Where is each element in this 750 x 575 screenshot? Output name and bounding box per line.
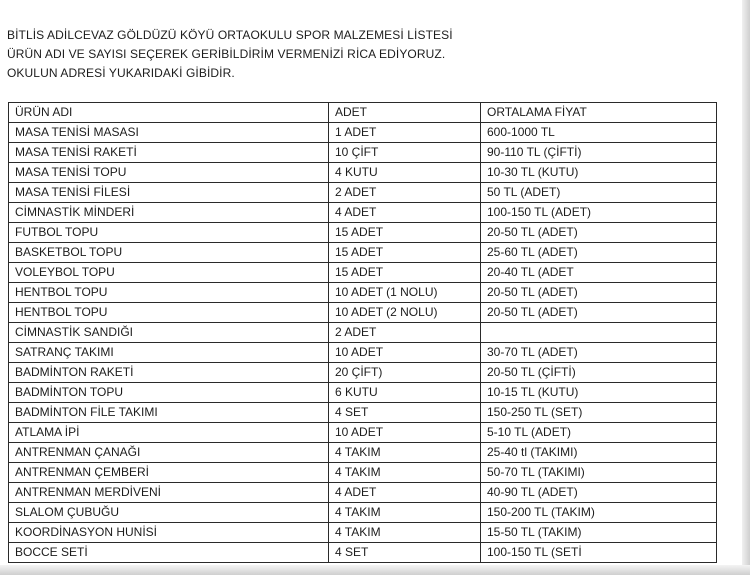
table-row [9,303,717,323]
product-cell: ANTRENMAN ÇANAĞI [9,443,329,463]
product-cell: BADMİNTON TOPU [9,383,329,403]
price-cell: 20-50 TL (ADET) [481,283,717,303]
table-row [9,543,717,563]
quantity-cell: 6 KUTU [329,383,481,403]
table-row [9,443,717,463]
price-cell [481,323,717,343]
product-cell: MASA TENİSİ FİLESİ [9,183,329,203]
table-row [9,403,717,423]
quantity-cell: 4 TAKIM [329,443,481,463]
product-cell: BADMİNTON RAKETİ [9,363,329,383]
product-cell: CİMNASTİK SANDIĞI [9,323,329,343]
quantity-cell: 4 KUTU [329,163,481,183]
product-cell: KOORDİNASYON HUNİSİ [9,523,329,543]
product-cell: ATLAMA İPİ [9,423,329,443]
quantity-cell: 4 ADET [329,203,481,223]
column-header-quantity: ADET [329,103,481,123]
price-cell: 100-150 TL (ADET) [481,203,717,223]
price-cell: 40-90 TL (ADET) [481,483,717,503]
column-header-price: ORTALAMA FİYAT [481,103,717,123]
table-row [9,383,717,403]
price-cell: 25-40 tl (TAKIMI) [481,443,717,463]
price-cell: 20-50 TL (ADET) [481,223,717,243]
product-cell: MASA TENİSİ RAKETİ [9,143,329,163]
product-cell: SATRANÇ TAKIMI [9,343,329,363]
product-cell: SLALOM ÇUBUĞU [9,503,329,523]
table-row [9,243,717,263]
page-edge-shadow-bottom [0,565,750,575]
column-header-product: ÜRÜN ADI [9,103,329,123]
quantity-cell: 4 TAKIM [329,503,481,523]
price-cell: 10-30 TL (KUTU) [481,163,717,183]
price-cell: 90-110 TL (ÇİFTİ) [481,143,717,163]
product-cell: VOLEYBOL TOPU [9,263,329,283]
quantity-cell: 20 ÇİFT) [329,363,481,383]
table-row [9,343,717,363]
table-row [9,183,717,203]
price-cell: 10-15 TL (KUTU) [481,383,717,403]
header-line-school: BİTLİS ADİLCEVAZ GÖLDÜZÜ KÖYÜ ORTAOKULU SPOR MALZEMESİ LİSTESİ [7,28,453,42]
page-edge-shadow [742,0,750,575]
quantity-cell: 15 ADET [329,243,481,263]
quantity-cell: 4 SET [329,543,481,563]
quantity-cell: 4 SET [329,403,481,423]
price-cell: 50 TL (ADET) [481,183,717,203]
price-cell: 30-70 TL (ADET) [481,343,717,363]
price-cell: 100-150 TL (SETİ [481,543,717,563]
quantity-cell: 15 ADET [329,263,481,283]
document-header [7,26,453,83]
price-cell: 20-50 TL (ÇİFTİ) [481,363,717,383]
product-cell: FUTBOL TOPU [9,223,329,243]
table-row [9,503,717,523]
header-line-address: OKULUN ADRESİ YUKARIDAKİ GİBİDİR. [7,66,235,80]
table-row [9,523,717,543]
table-row [9,143,717,163]
product-cell: HENTBOL TOPU [9,283,329,303]
quantity-cell: 10 ÇİFT [329,143,481,163]
header-line-request: ÜRÜN ADI VE SAYISI SEÇEREK GERİBİLDİRİM VERMENİZİ RİCA EDİYORUZ. [7,47,446,61]
table-row [9,423,717,443]
table-row [9,283,717,303]
table-row [9,163,717,183]
price-cell: 600-1000 TL [481,123,717,143]
price-cell: 5-10 TL (ADET) [481,423,717,443]
quantity-cell: 2 ADET [329,323,481,343]
product-cell: BOCCE SETİ [9,543,329,563]
quantity-cell: 4 TAKIM [329,523,481,543]
price-cell: 20-40 TL (ADET [481,263,717,283]
table-row [9,223,717,243]
quantity-cell: 10 ADET [329,423,481,443]
table-row [9,123,717,143]
price-cell: 150-250 TL (SET) [481,403,717,423]
product-cell: MASA TENİSİ TOPU [9,163,329,183]
product-cell: MASA TENİSİ MASASI [9,123,329,143]
table-row [9,463,717,483]
price-cell: 25-60 TL (ADET) [481,243,717,263]
table-row [9,323,717,343]
quantity-cell: 4 ADET [329,483,481,503]
equipment-table [8,102,717,563]
quantity-cell: 10 ADET (2 NOLU) [329,303,481,323]
product-cell: CİMNASTİK MİNDERİ [9,203,329,223]
product-cell: ANTRENMAN MERDİVENİ [9,483,329,503]
product-cell: BADMİNTON FİLE TAKIMI [9,403,329,423]
table-header-row [9,103,717,123]
quantity-cell: 10 ADET (1 NOLU) [329,283,481,303]
product-cell: ANTRENMAN ÇEMBERİ [9,463,329,483]
quantity-cell: 2 ADET [329,183,481,203]
table-row [9,363,717,383]
product-cell: BASKETBOL TOPU [9,243,329,263]
quantity-cell: 4 TAKIM [329,463,481,483]
price-cell: 150-200 TL (TAKIM) [481,503,717,523]
price-cell: 50-70 TL (TAKIMI) [481,463,717,483]
quantity-cell: 1 ADET [329,123,481,143]
quantity-cell: 10 ADET [329,343,481,363]
table-row [9,263,717,283]
price-cell: 20-50 TL (ADET) [481,303,717,323]
price-cell: 15-50 TL (TAKIM) [481,523,717,543]
quantity-cell: 15 ADET [329,223,481,243]
table-row [9,483,717,503]
table-row [9,203,717,223]
product-cell: HENTBOL TOPU [9,303,329,323]
